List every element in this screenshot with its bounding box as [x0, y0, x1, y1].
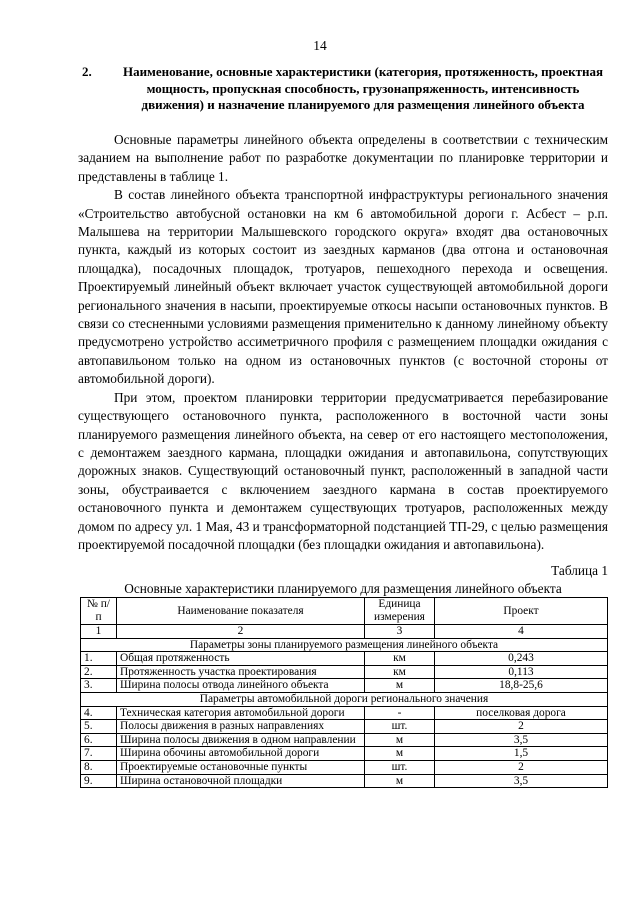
unit-cell: км	[365, 665, 435, 679]
indicator-cell: Проектируемые остановочные пункты	[117, 760, 365, 774]
row-number-cell: 8.	[81, 760, 117, 774]
table-row	[81, 774, 608, 788]
row-number-cell: 1.	[81, 652, 117, 666]
value-cell: 0,113	[435, 665, 608, 679]
characteristics-table	[80, 597, 608, 788]
table-row	[81, 760, 608, 774]
row-number-cell: 3.	[81, 679, 117, 693]
value-cell: 18,8-25,6	[435, 679, 608, 693]
paragraph: В состав линейного объекта транспортной инфраструктуры регионального значения «Строительство автобусной остановки на км 6 автомобильной дороги г. Асбест – р.п. Малышева на территории Малышевского городского округа» входят два остановочных пункта, каждый из которых состоит из заездных карманов (два отгона и остановочная площадка), посадочных площадок, тротуаров, пешеходного перехода и освещения. Проектируемый линейный объект включает участок существующей автомобильной дороги регионального значения в насыпи, проектируемые откосы насыпи остановочных пунктов. В связи со стесненными условиями размещения применительно к данному линейному объекту предусмотрено устройство ассиметричного профиля с размещением площадки ожидания с автопавильоном только на одном из остановочных пунктов (с восточной стороны от автомобильной дороги).	[78, 187, 608, 387]
indicator-cell: Протяженность участка проектирования	[117, 665, 365, 679]
section-title-cell: Параметры зоны планируемого размещения линейного объекта	[81, 638, 608, 652]
table-section-row	[81, 692, 608, 706]
header-cell: № п/п	[81, 598, 117, 625]
header-cell: Единица измерения	[365, 598, 435, 625]
table-row	[81, 706, 608, 720]
indicator-cell: Ширина обочины автомобильной дороги	[117, 747, 365, 761]
column-number-cell: 1	[81, 625, 117, 639]
unit-cell: м	[365, 679, 435, 693]
unit-cell: шт.	[365, 720, 435, 734]
row-number-cell: 5.	[81, 720, 117, 734]
table-row	[81, 733, 608, 747]
value-cell: 2	[435, 760, 608, 774]
table-caption: Основные характеристики планируемого для размещения линейного объекта	[124, 581, 562, 596]
table-row	[81, 679, 608, 693]
row-number-cell: 6.	[81, 733, 117, 747]
header-cell: Проект	[435, 598, 608, 625]
table-row	[81, 665, 608, 679]
row-number-cell: 7.	[81, 747, 117, 761]
value-cell: 3,5	[435, 774, 608, 788]
indicator-cell: Полосы движения в разных направлениях	[117, 720, 365, 734]
table-row	[81, 747, 608, 761]
column-number-cell: 2	[117, 625, 365, 639]
table-section-row	[81, 638, 608, 652]
table-header-row	[81, 598, 608, 625]
column-number-cell: 4	[435, 625, 608, 639]
table-row	[81, 652, 608, 666]
body-text	[78, 131, 608, 554]
indicator-cell: Ширина полосы отвода линейного объекта	[117, 679, 365, 693]
section-number: 2.	[82, 64, 92, 79]
value-cell: поселковая дорога	[435, 706, 608, 720]
header-cell: Наименование показателя	[117, 598, 365, 625]
section-heading	[78, 64, 608, 114]
section-title: Наименование, основные характеристики (категория, протяженность, проектная мощность, пропускная способность, грузонапряженность, интенсивность движения) и назначение планируемого для размещения линейного объекта	[122, 64, 604, 113]
column-number-cell: 3	[365, 625, 435, 639]
indicator-cell: Ширина остановочной площадки	[117, 774, 365, 788]
table-label: Таблица 1	[551, 563, 608, 578]
table-row	[81, 720, 608, 734]
value-cell: 2	[435, 720, 608, 734]
unit-cell: м	[365, 747, 435, 761]
page-number: 14	[313, 38, 327, 53]
paragraph: При этом, проектом планировки территории предусматривается перебазирование существующего остановочного пункта, расположенного в восточной части зоны планируемого размещения линейного объекта, на север от его настоящего местоположения, с демонтажем заездного кармана, площадки ожидания и автопавильона, сопутствующих дорожных знаков. Существующий остановочный пункт, расположенный в западной части зоны, обустраивается с включением заездного кармана в состав проектируемого остановочного пункта и демонтажем существующих тротуаров, расположенных между домом по адресу ул. 1 Мая, 43 и трансформаторной подстанцией ТП-29, с целью размещения проектируемой посадочной площадки (без площадки ожидания и автопавильона).	[78, 389, 608, 552]
unit-cell: км	[365, 652, 435, 666]
unit-cell: м	[365, 733, 435, 747]
indicator-cell: Общая протяженность	[117, 652, 365, 666]
section-title-cell: Параметры автомобильной дороги регионального значения	[81, 692, 608, 706]
table-column-numbers-row	[81, 625, 608, 639]
value-cell: 1,5	[435, 747, 608, 761]
row-number-cell: 2.	[81, 665, 117, 679]
unit-cell: -	[365, 706, 435, 720]
row-number-cell: 4.	[81, 706, 117, 720]
unit-cell: м	[365, 774, 435, 788]
indicator-cell: Техническая категория автомобильной дороги	[117, 706, 365, 720]
value-cell: 3,5	[435, 733, 608, 747]
row-number-cell: 9.	[81, 774, 117, 788]
unit-cell: шт.	[365, 760, 435, 774]
paragraph: Основные параметры линейного объекта определены в соответствии с техническим заданием на выполнение работ по разработке документации по планировке территории и представлены в таблице 1.	[78, 132, 608, 184]
indicator-cell: Ширина полосы движения в одном направлении	[117, 733, 365, 747]
value-cell: 0,243	[435, 652, 608, 666]
